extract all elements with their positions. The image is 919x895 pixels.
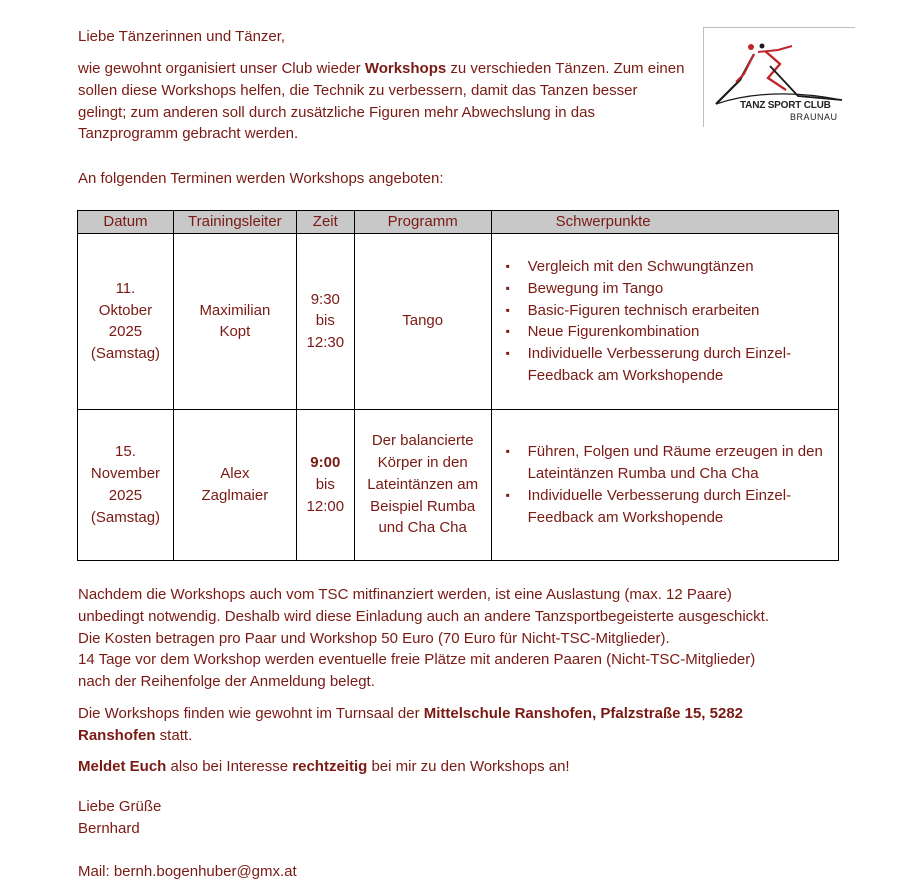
table-row	[78, 409, 839, 560]
cell-trainingsleiter: Maximilian Kopt	[173, 233, 296, 409]
header-schwerpunkte: Schwerpunkte	[491, 211, 838, 234]
header-programm: Programm	[354, 211, 491, 234]
cell-programm: Tango	[354, 233, 491, 409]
dates-intro: An folgenden Terminen werden Workshops angeboten:	[78, 170, 444, 187]
cell-schwerpunkte	[491, 409, 838, 560]
mail-line: Mail: bernh.bogenhuber@gmx.at	[78, 863, 297, 880]
cell-zeit: 9:30 bis 12:30	[296, 233, 354, 409]
list-item: ▪ Vergleich mit den Schwungtänzen	[506, 256, 826, 278]
greeting: Liebe Tänzerinnen und Tänzer,	[78, 28, 286, 45]
list-item: ▪ Individuelle Verbesserung durch Einzel-Feedback am Workshopende	[506, 343, 826, 387]
cell-zeit: 9:00 bis 12:00	[296, 409, 354, 560]
cell-datum: 11. Oktober 2025 (Samstag)	[78, 233, 174, 409]
table-row	[78, 233, 839, 409]
workshop-table	[77, 210, 839, 561]
venue-paragraph: Die Workshops finden wie gewohnt im Turnsaal der Mittelschule Ranshofen, Pfalzstraße 15, 5282 Ranshofen statt.	[78, 705, 744, 744]
dancer-logo-icon	[710, 38, 850, 108]
venue-address: Mittelschule Ranshofen, Pfalzstraße 15, 5282	[423, 705, 744, 722]
info-paragraph: Nachdem die Workshops auch vom TSC mitfinanziert werden, ist eine Auslastung (max. 12 Paare) unbedingt notwendig. Deshalb wird diese Einladung auch an andere Tanzsportbegeisterte ausgeschickt. Die Kosten betragen pro Paar und Workshop 50 Euro (70 Euro für Nicht-TSC-Mitglieder). 14 Tage vor dem Workshop werden eventuelle freie Plätze mit anderen Paaren (Nicht-TSC-Mitglieder) nach der Reihenfolge der Anmeldung belegt.	[78, 586, 770, 691]
cell-trainingsleiter: Alex Zaglmaier	[173, 409, 296, 560]
workshops-bold: Workshops	[364, 60, 447, 77]
logo-text-club: TANZ SPORT CLUB	[740, 100, 831, 111]
list-item: ▪ Neue Figurenkombination	[506, 321, 826, 343]
logo-text-city: BRAUNAU	[790, 112, 838, 122]
list-item: ▪ Bewegung im Tango	[506, 278, 826, 300]
list-item: ▪ Basic-Figuren technisch erarbeiten	[506, 300, 826, 322]
club-logo	[703, 27, 855, 127]
header-zeit: Zeit	[296, 211, 354, 234]
table-header-row	[78, 211, 839, 234]
cell-programm: Der balancierte Körper in den Lateintänzen am Beispiel Rumba und Cha Cha	[354, 409, 491, 560]
cell-schwerpunkte	[491, 233, 838, 409]
cell-datum: 15. November 2025 (Samstag)	[78, 409, 174, 560]
header-datum: Datum	[78, 211, 174, 234]
call-to-action: Meldet Euch also bei Interesse rechtzeitig bei mir zu den Workshops an!	[78, 758, 570, 775]
signature-name: Bernhard	[78, 819, 140, 837]
intro-paragraph: wie gewohnt organisiert unser Club wieder Workshops zu verschieden Tänzen. Zum einen sollen diese Workshops helfen, die Technik zu verbessern, damit das Tanzen besser gelingt; zum anderen soll durch zusätzliche Figuren mehr Abwechslung in das Tanzprogramm gebracht werden.	[78, 60, 685, 143]
list-item: ▪ Individuelle Verbesserung durch Einzel-Feedback am Workshopende	[506, 485, 826, 529]
header-trainingsleiter: Trainingsleiter	[173, 211, 296, 234]
list-item: ▪ Führen, Folgen und Räume erzeugen in den Lateintänzen Rumba und Cha Cha	[506, 441, 826, 485]
closing: Liebe Grüße Bernhard	[78, 796, 161, 840]
